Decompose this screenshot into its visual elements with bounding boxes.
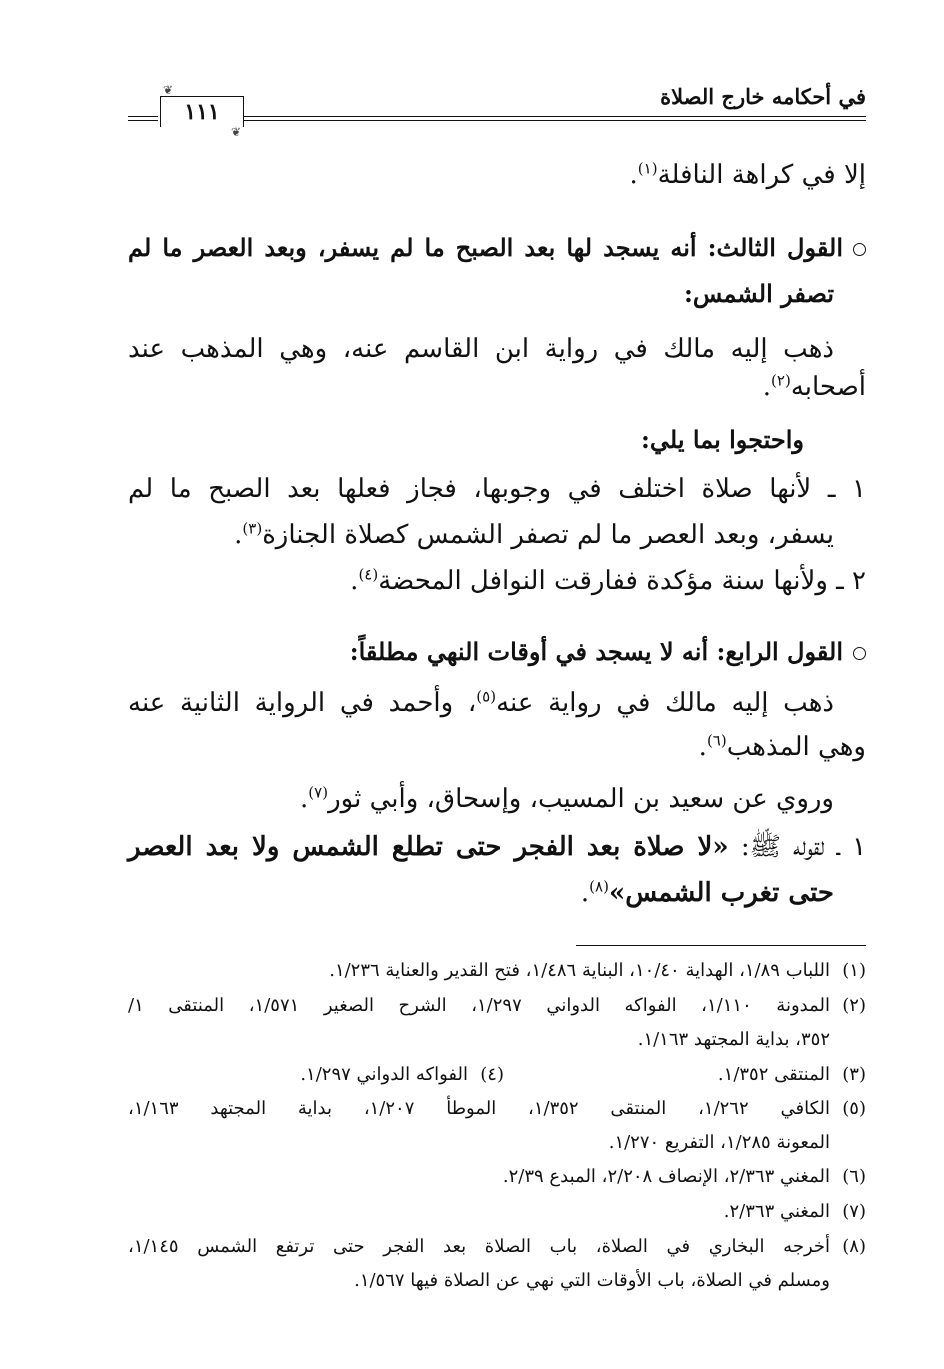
hadith-line: ١ ـ لقوله ﷺ: «لا صلاة بعد الفجر حتى تطلع الشمس ولا بعد العصر (128, 832, 867, 862)
footnote-ref: (٨) (589, 877, 609, 896)
paragraph-line: إلا في كراهة النافلة$^{(١)}$. (629, 159, 866, 190)
footnote-ref: (٤) (358, 565, 379, 584)
footnote-ref: (١) (637, 159, 658, 178)
footnote-ref: (٣) (242, 519, 263, 538)
running-title: في أحكامه خارج الصلاة (660, 84, 866, 109)
footnote-3: (٣)المنتقى ١/٣٥٢. (717, 1064, 866, 1085)
arguments-heading: واحتجوا بما يلي: (641, 425, 804, 454)
ornament-icon: ❦ (230, 125, 241, 139)
hadith-line-cont: حتى تغرب الشمس»$^{(٨)}$. (580, 877, 834, 908)
paragraph-line: وروي عن سعيد بن المسيب، وإسحاق، وأبي ثور$^{(٧)}$. (300, 783, 834, 814)
header-rule (244, 116, 866, 117)
footnote-ref: (٧) (308, 783, 329, 802)
footnote-5-cont: المعونة ١/٢٨٥، التفريع ١/٢٧٠. (608, 1132, 830, 1153)
page-number: ١١١ (184, 99, 220, 125)
paragraph-line: وهي المذهب$^{(٦)}$. (698, 731, 866, 762)
footnote-ref: (٥) (476, 687, 497, 706)
header-rule-left (128, 116, 158, 117)
list-item: ١ ـ لأنها صلاة اختلف في وجوبها، فجاز فعلها بعد الصبح ما لم (128, 474, 866, 504)
footnote-8: (٨)أخرجه البخاري في الصلاة، باب الصلاة بعد الفجر حتى ترتفع الشمس ١/١٤٥، (128, 1236, 866, 1257)
ornament-icon: ❦ (163, 83, 174, 97)
footnote-ref: (٦) (706, 731, 727, 750)
paragraph-line: أصحابه$^{(٢)}$. (762, 371, 866, 402)
circle-bullet-icon (853, 243, 866, 256)
section-heading-q4: القول الرابع: أنه لا يسجد في أوقات النهي مطلقاً: (350, 640, 866, 664)
footnote-separator (576, 945, 866, 946)
footnote-7: (٧)المغني ٢/٣٦٣. (723, 1201, 866, 1222)
section-heading-q3: القول الثالث: أنه يسجد لها بعد الصبح ما لم يسفر، وبعد العصر ما لم (128, 236, 866, 260)
footnote-2-cont: ٣٥٢، بداية المجتهد ١/١٦٣. (637, 1029, 830, 1050)
footnote-8-cont: ومسلم في الصلاة، باب الأوقات التي نهي عن الصلاة فيها ١/٥٦٧. (354, 1270, 830, 1291)
paragraph-line: ذهب إليه مالك في رواية عنه$^{(٥)}$، وأحمد في الرواية الثانية عنه (128, 687, 835, 718)
footnote-1: (١)اللباب ١/٨٩، الهداية ١٠/٤٠، البناية ١/٤٨٦، فتح القدير والعناية ١/٢٣٦. (329, 960, 866, 981)
footnote-2: (٢)المدونة ١/١١٠، الفواكه الدواني ١/٢٩٧، الشرح الصغير ١/٥٧١، المنتقى ١/ (128, 995, 866, 1016)
footnote-6: (٦)المغني ٢/٣٦٣، الإنصاف ٢/٢٠٨، المبدع ٢/٣٩. (502, 1166, 866, 1187)
footnote-5: (٥)الكافي ١/٢٦٢، المنتقى ١/٣٥٢، الموطأ ١/٢٠٧، بداية المجتهد ١/١٦٣، (128, 1098, 866, 1119)
circle-bullet-icon (853, 647, 866, 660)
list-item: ٢ ـ ولأنها سنة مؤكدة ففارقت النوافل المحضة$^{(٤)}$. (350, 565, 866, 596)
page-number-frame (160, 83, 244, 139)
list-item-cont: يسفر، وبعد العصر ما لم تصفر الشمس كصلاة الجنازة$^{(٣)}$. (234, 519, 834, 550)
section-heading-q3-cont: تصفر الشمس: (684, 279, 834, 308)
footnote-ref: (٢) (771, 371, 791, 390)
paragraph-line: ذهب إليه مالك في رواية ابن القاسم عنه، وهي المذهب عند (128, 334, 834, 364)
footnote-4: (٤)الفواكه الدواني ١/٢٩٧. (300, 1064, 504, 1085)
